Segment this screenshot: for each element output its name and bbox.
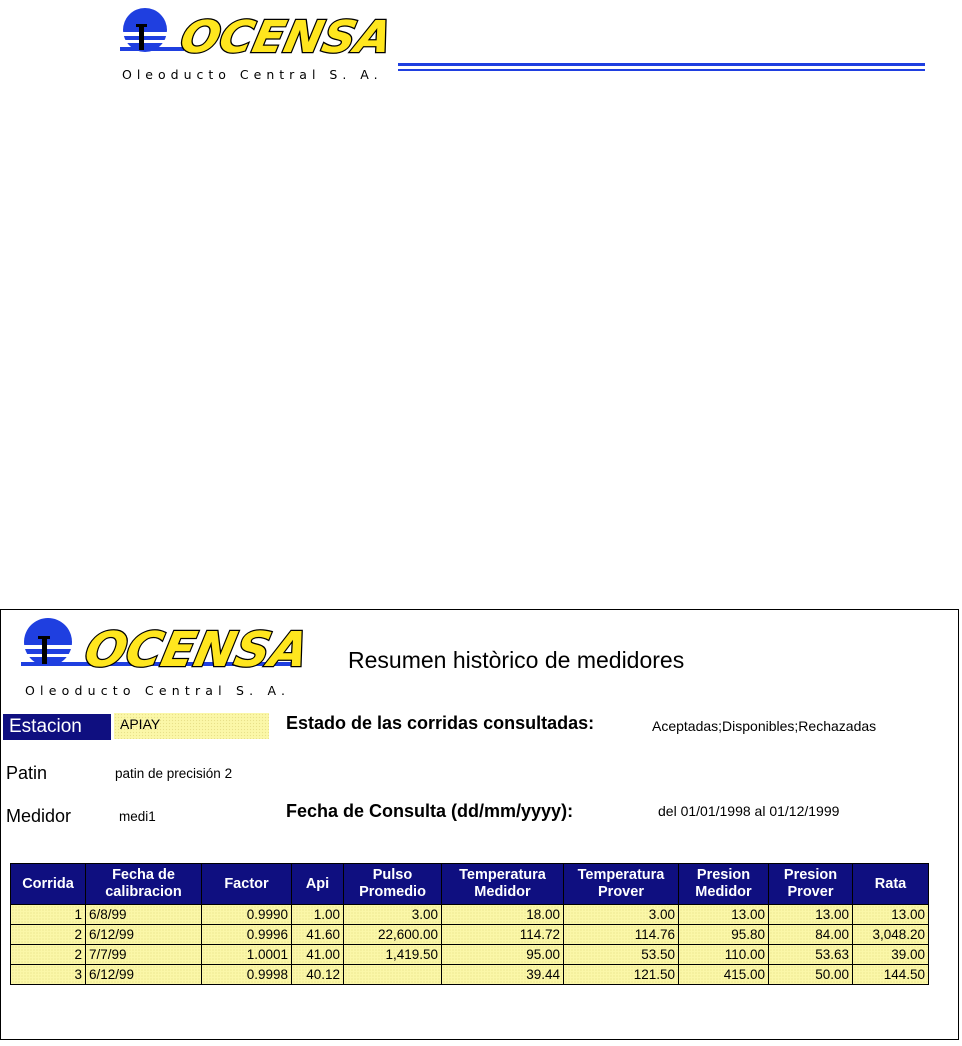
header-fecha: Fecha de calibracion — [86, 864, 202, 905]
cell-temp-medidor: 95.00 — [442, 945, 564, 965]
cell-rata: 144.50 — [853, 965, 929, 985]
header-temp-prover: Temperatura Prover — [564, 864, 679, 905]
cell-temp-medidor: 18.00 — [442, 905, 564, 925]
meter-label: Medidor — [6, 806, 72, 826]
cell-pulso: 3.00 — [344, 905, 442, 925]
table-header-row — [11, 864, 929, 905]
cell-temp-medidor: 39.44 — [442, 965, 564, 985]
header-temp-medidor: Temperatura Medidor — [442, 864, 564, 905]
date-value: del 01/01/1998 al 01/12/1999 — [658, 803, 840, 819]
cell-fecha: 7/7/99 — [86, 945, 202, 965]
cell-presion-medidor: 110.00 — [679, 945, 769, 965]
meter-value: medi1 — [119, 809, 156, 824]
header-presion-prover: Presion Prover — [769, 864, 853, 905]
cell-pulso: 1,419.50 — [344, 945, 442, 965]
cell-presion-medidor: 13.00 — [679, 905, 769, 925]
svg-text:OCENSA: OCENSA — [79, 622, 313, 678]
report-panel — [0, 609, 959, 1040]
cell-temp-prover: 121.50 — [564, 965, 679, 985]
table-row — [11, 965, 929, 985]
cell-rata: 13.00 — [853, 905, 929, 925]
cell-rata: 3,048.20 — [853, 925, 929, 945]
cell-factor: 0.9990 — [202, 905, 292, 925]
cell-rata: 39.00 — [853, 945, 929, 965]
cell-presion-prover: 50.00 — [769, 965, 853, 985]
cell-fecha: 6/8/99 — [86, 905, 202, 925]
cell-corrida: 3 — [11, 965, 86, 985]
header-corrida: Corrida — [11, 864, 86, 905]
cell-factor: 0.9996 — [202, 925, 292, 945]
cell-presion-prover: 53.63 — [769, 945, 853, 965]
cell-fecha: 6/12/99 — [86, 925, 202, 945]
station-value: APIAY — [114, 713, 269, 739]
logo-subtitle: Oleoducto Central S. A. — [122, 67, 383, 82]
report-ocensa-logo — [21, 616, 321, 702]
cell-temp-prover: 53.50 — [564, 945, 679, 965]
cell-presion-prover: 13.00 — [769, 905, 853, 925]
cell-corrida: 2 — [11, 945, 86, 965]
svg-text:OCENSA: OCENSA — [175, 12, 389, 63]
header-factor: Factor — [202, 864, 292, 905]
header-rata: Rata — [853, 864, 929, 905]
skid-value: patin de precisión 2 — [115, 766, 233, 781]
ocensa-logo — [120, 6, 400, 84]
status-value: Aceptadas;Disponibles;Rechazadas — [652, 718, 877, 734]
cell-api: 41.00 — [292, 945, 344, 965]
cell-presion-prover: 84.00 — [769, 925, 853, 945]
header-api: Api — [292, 864, 344, 905]
header-presion-medidor: Presion Medidor — [679, 864, 769, 905]
date-label: Fecha de Consulta (dd/mm/yyyy): — [286, 801, 574, 821]
table-row — [11, 945, 929, 965]
cell-corrida: 2 — [11, 925, 86, 945]
cell-presion-medidor: 415.00 — [679, 965, 769, 985]
cell-pulso: 22,600.00 — [344, 925, 442, 945]
header-rule — [398, 63, 925, 71]
cell-temp-prover: 114.76 — [564, 925, 679, 945]
cell-api: 41.60 — [292, 925, 344, 945]
status-label: Estado de las corridas consultadas: — [286, 713, 595, 733]
cell-temp-medidor: 114.72 — [442, 925, 564, 945]
skid-label: Patin — [6, 763, 48, 783]
cell-factor: 1.0001 — [202, 945, 292, 965]
header-pulso: Pulso Promedio — [344, 864, 442, 905]
ocensa-globe-icon — [120, 6, 400, 66]
cell-factor: 0.9998 — [202, 965, 292, 985]
cell-temp-prover: 3.00 — [564, 905, 679, 925]
cell-fecha: 6/12/99 — [86, 965, 202, 985]
table-row — [11, 905, 929, 925]
report-logo-subtitle: Oleoducto Central S. A. — [25, 683, 291, 698]
cell-api: 40.12 — [292, 965, 344, 985]
cell-presion-medidor: 95.80 — [679, 925, 769, 945]
cell-pulso — [344, 965, 442, 985]
table-row — [11, 925, 929, 945]
meters-history-table — [10, 863, 929, 985]
report-globe-icon — [21, 616, 321, 682]
cell-corrida: 1 — [11, 905, 86, 925]
station-label: Estacion — [3, 714, 111, 740]
cell-api: 1.00 — [292, 905, 344, 925]
report-title: Resumen històrico de medidores — [348, 647, 685, 673]
